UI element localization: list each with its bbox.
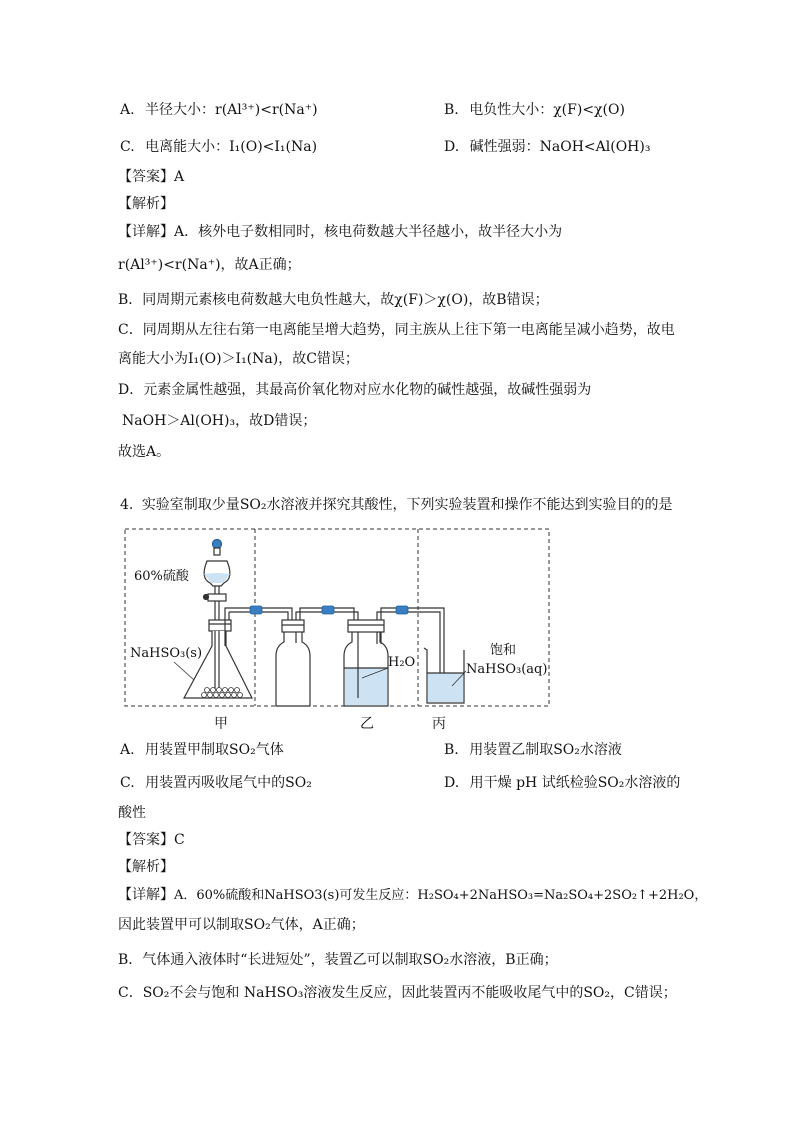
q4-option-d-cont: 酸性 xyxy=(118,805,146,821)
caption-jia: 甲 xyxy=(214,716,228,732)
detail-text: A．核外电子数相同时，核电荷数越大半径越小，故半径大小为 xyxy=(174,224,563,240)
q3-option-c xyxy=(120,137,317,157)
formula: SO₂ xyxy=(229,742,256,758)
option-label: B. xyxy=(444,102,459,118)
detail-text: A．60%硫酸和NaHSO3(s)可发生反应：H₂SO₄+2NaHSO₃=Na₂SO₄+2SO₂↑+2H₂O， xyxy=(174,888,708,903)
formula: I₁(O)<I₁(Na) xyxy=(229,139,318,155)
detail-tag: 【详解】 xyxy=(118,224,174,240)
q3-conclusion: 故选A。 xyxy=(118,444,171,460)
detail-text: 离能大小为 xyxy=(118,351,188,367)
q3-detail-c-line2 xyxy=(118,349,359,369)
detail-text: ，故D错误； xyxy=(235,413,317,429)
question-number: 4. xyxy=(120,497,134,513)
stem-text: 实验室制取少量 xyxy=(141,497,240,513)
detail-text: C．SO₂不会与饱和 NaHSO₃溶液发生反应，因此装置丙不能吸收尾气中的 xyxy=(118,985,584,1001)
detail-text: B．气体通入液体时“长进短处”，装置乙可以制取 xyxy=(118,952,423,968)
q4-analysis-tag: 【解析】 xyxy=(118,859,174,875)
answer-tag: 【答案】 xyxy=(118,832,174,848)
q4-detail-a-line2 xyxy=(118,915,365,935)
detail-text: 因此装置甲可以制取 xyxy=(118,917,244,933)
formula: SO₂ xyxy=(422,952,450,968)
formula: SO₂ xyxy=(239,497,267,513)
q3-detail-d-line1: D．元素金属性越强，其最高价氧化物对应水化物的碱性越强，故碱性强弱为 xyxy=(118,382,592,398)
option-label: C. xyxy=(120,775,135,791)
option-text: 水溶液 xyxy=(579,742,622,758)
stem-text: 水溶液并探究其酸性，下列实验装置和操作不能达到实验目的的是 xyxy=(266,497,673,513)
answer-tag: 【答案】 xyxy=(118,169,174,185)
empty-bottle xyxy=(276,620,310,706)
detail-text: B．同周期元素核电荷数越大电负性越大，故 xyxy=(118,292,395,308)
option-text: 用装置乙制取 xyxy=(469,742,554,758)
saturated-label-2: NaHSO₃(aq) xyxy=(466,662,548,677)
formula: NaOH<Al(OH)₃ xyxy=(539,139,651,155)
formula: SO₂ xyxy=(597,775,625,791)
q4-option-c xyxy=(120,773,312,793)
option-text: 电离能大小： xyxy=(145,139,230,155)
detail-text: ，故C错误； xyxy=(278,351,359,367)
option-label: B. xyxy=(444,742,459,758)
detail-text: ，C错误； xyxy=(610,985,677,1001)
option-text: 水溶液的 xyxy=(624,775,681,791)
dashed-frame xyxy=(125,529,549,706)
q3-option-b xyxy=(444,100,625,120)
solid-label: NaHSO₃(s) xyxy=(130,646,203,661)
q4-option-d xyxy=(444,773,680,793)
option-text: 气体 xyxy=(255,742,284,758)
answer-value: A xyxy=(174,169,185,185)
q3-detail-b xyxy=(118,290,549,310)
q4-answer xyxy=(118,830,185,850)
option-text: 碱性强弱： xyxy=(469,139,540,155)
formula: SO₂ xyxy=(285,775,312,791)
detail-text: ，故B错误； xyxy=(468,292,549,308)
formula: SO₂ xyxy=(553,742,580,758)
apparatus-figure xyxy=(122,528,552,737)
detail-text: 气体，A正确； xyxy=(270,917,365,933)
q4-detail-c xyxy=(118,983,677,1003)
q3-detail-d-line2 xyxy=(122,411,316,431)
formula: r(Al³⁺)<r(Na⁺) xyxy=(118,257,221,273)
formula: NaOH＞Al(OH)₃ xyxy=(122,413,236,429)
caption-yi: 乙 xyxy=(360,716,374,732)
formula: SO₂ xyxy=(583,985,611,1001)
option-text: 用干燥 pH 试纸检验 xyxy=(469,775,598,791)
formula: SO₂ xyxy=(244,917,271,933)
q3-option-d xyxy=(444,137,650,157)
option-text: 电负性大小： xyxy=(469,102,554,118)
q4-stem xyxy=(120,495,673,515)
tube-connectors xyxy=(250,606,408,614)
caption-bing: 丙 xyxy=(432,716,446,732)
option-text: 用装置甲制取 xyxy=(145,742,230,758)
acid-label: 60%硫酸 xyxy=(134,569,189,584)
q3-detail-a-line2 xyxy=(118,255,301,275)
option-text: 半径大小： xyxy=(145,102,216,118)
detail-text: ，故A正确； xyxy=(220,257,301,273)
q3-detail-a-line1 xyxy=(118,222,562,242)
q4-detail-b xyxy=(118,950,558,970)
water-bottle xyxy=(344,620,388,706)
option-label: A. xyxy=(120,102,135,118)
formula: r(Al³⁺)<r(Na⁺) xyxy=(215,102,318,118)
q3-analysis-tag: 【解析】 xyxy=(118,196,174,212)
q4-option-b xyxy=(444,740,622,760)
formula: χ(F)<χ(O) xyxy=(553,102,625,118)
option-label: D. xyxy=(444,775,460,791)
option-label: C. xyxy=(120,139,135,155)
formula: χ(F)＞χ(O) xyxy=(394,292,469,308)
option-text: 用装置丙吸收尾气中的 xyxy=(145,775,286,791)
saturated-label-1: 饱和 xyxy=(490,643,517,658)
answer-value: C xyxy=(174,832,185,848)
q4-option-a xyxy=(120,740,284,760)
formula: I₁(O)＞I₁(Na) xyxy=(188,351,279,367)
water-label: H₂O xyxy=(388,655,416,670)
separatory-funnel xyxy=(204,540,231,629)
option-label: D. xyxy=(444,139,460,155)
q3-detail-c-line1: C．同周期从左往右第一电离能呈增大趋势，同主族从上往下第一电离能呈减小趋势，故电 xyxy=(118,322,675,338)
q3-option-a xyxy=(120,100,318,120)
detail-tag: 【详解】 xyxy=(118,887,174,903)
option-label: A. xyxy=(120,742,135,758)
q3-answer xyxy=(118,167,184,187)
q4-detail-a-line1 xyxy=(118,885,707,906)
detail-text: 水溶液，B正确； xyxy=(449,952,558,968)
